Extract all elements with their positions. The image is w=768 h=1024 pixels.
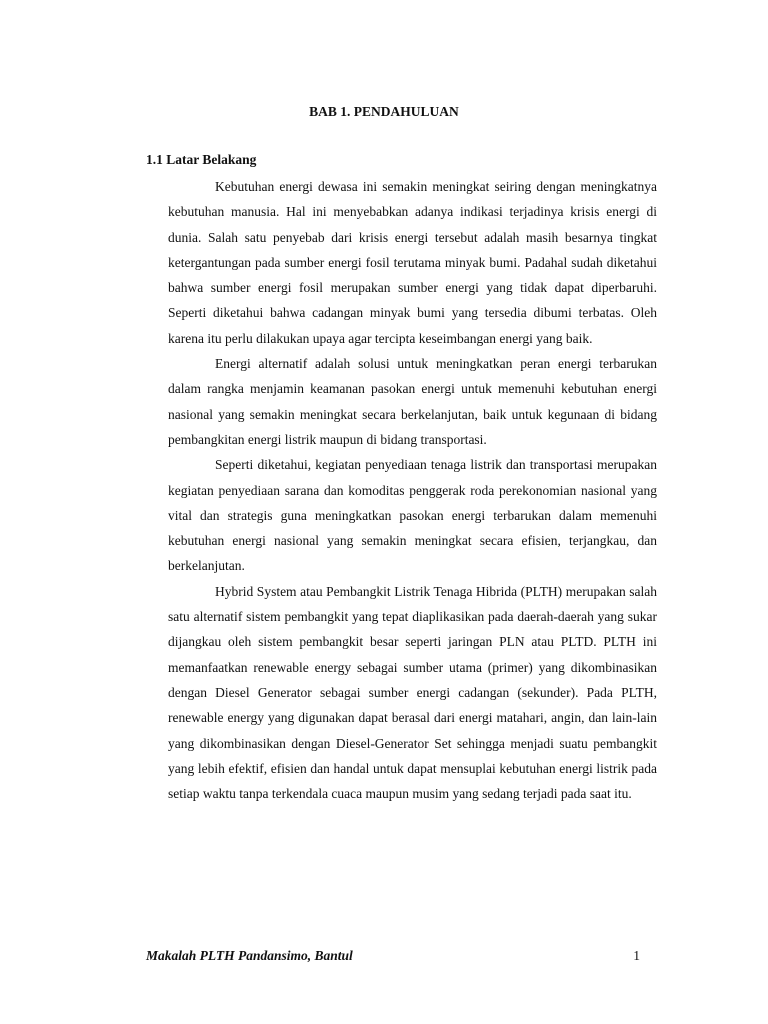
paragraph: Hybrid System atau Pembangkit Listrik Tenaga Hibrida (PLTH) merupakan salah satu alternatif sistem pembangkit yang tepat diaplikasikan pada daerah-daerah yang sukar dijangkau oleh sistem pembangkit besar seperti jaringan PLN atau PLTD. PLTH ini memanfaatkan renewable energy sebagai sumber utama (primer) yang dikombinasikan dengan Diesel Generator sebagai sumber energi cadangan (sekunder). Pada PLTH, renewable energy yang digunakan dapat berasal dari energi matahari, angin, dan lain-lain yang dikombinasikan dengan Diesel-Generator Set sehingga menjadi suatu pembangkit yang lebih efektif, efisien dan handal untuk dapat mensuplai kebutuhan energi listrik pada setiap waktu tanpa terkendala cuaca maupun musim yang sedang terjadi pada saat itu. bbox=[168, 583, 657, 802]
paragraph: Kebutuhan energi dewasa ini semakin meningkat seiring dengan meningkatnya kebutuhan manusia. Hal ini menyebabkan adanya indikasi terjadinya krisis energi di dunia. Salah satu penyebab dari krisis energi tersebut adalah masih besarnya tingkat ketergantungan pada sumber energi fosil terutama minyak bumi. Padahal sudah diketahui bahwa sumber energi fosil merupakan sumber energi yang tidak dapat diperbaruhi. Seperti diketahui bahwa cadangan minyak bumi yang tersedia dibumi terbatas. Oleh karena itu perlu dilakukan upaya agar tercipta keseimbangan energi yang baik. bbox=[168, 179, 657, 346]
chapter-title: BAB 1. PENDAHULUAN bbox=[309, 104, 459, 119]
page-number: 1 bbox=[633, 948, 640, 963]
paragraph: Seperti diketahui, kegiatan penyediaan tenaga listrik dan transportasi merupakan kegiatan penyediaan sarana dan komoditas penggerak roda perekonomian nasional yang vital dan strategis guna meningkatkan pasokan energi terbarukan dalam memenuhi kebutuhan energi nasional yang semakin meningkat secara efisien, terjangkau, dan berkelanjutan. bbox=[168, 457, 657, 574]
body-text bbox=[168, 174, 657, 806]
paragraph: Energi alternatif adalah solusi untuk meningkatkan peran energi terbarukan dalam rangka menjamin keamanan pasokan energi untuk memenuhi kebutuhan energi nasional yang semakin meningkat secara berkelanjutan, baik untuk kegunaan di bidang pembangkitan energi listrik maupun di bidang transportasi. bbox=[168, 356, 657, 447]
footer-title: Makalah PLTH Pandansimo, Bantul bbox=[146, 948, 353, 963]
page-footer bbox=[146, 948, 640, 964]
section-heading: 1.1 Latar Belakang bbox=[146, 152, 257, 167]
